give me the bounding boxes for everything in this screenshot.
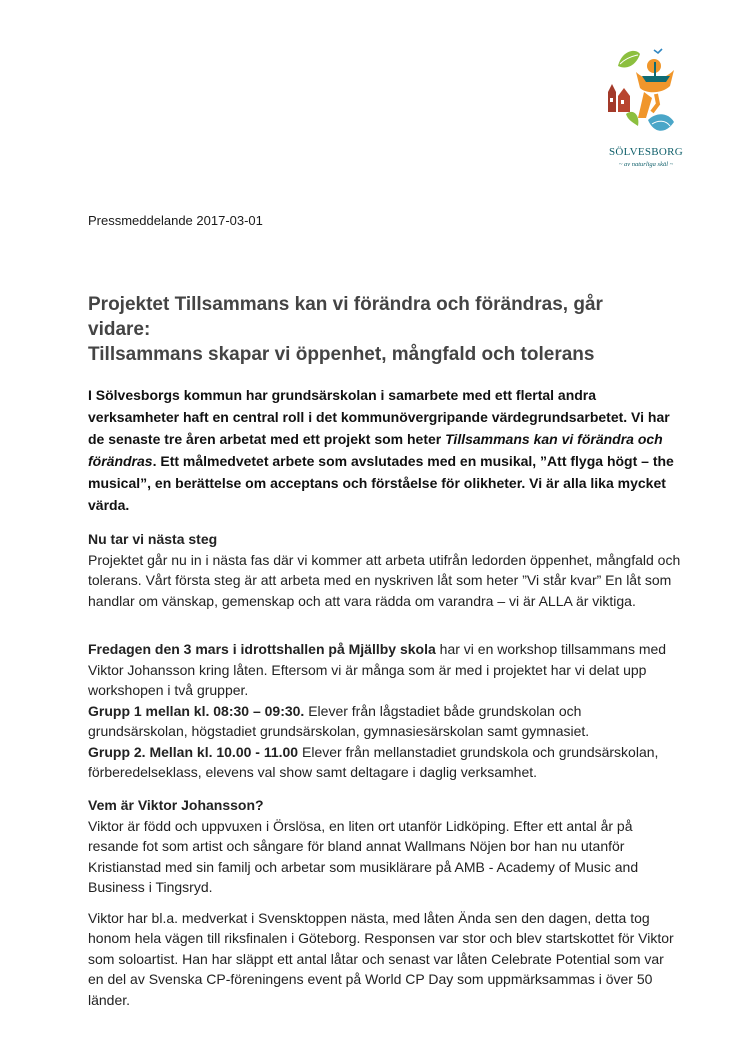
- headline: [88, 292, 668, 367]
- workshop-text: har vi en workshop tillsammans med Viktor Johansson kring låten. Eftersom vi är många som är med i projektet har vi delat upp workshopen i två grupper.: [88, 641, 667, 698]
- municipality-emblem-icon: [596, 42, 696, 146]
- group-1-time: Grupp 1 mellan kl. 08:30 – 09:30.: [88, 702, 305, 719]
- group-2-text: Elever från mellanstadiet grundskola och grundsärskolan, förberedelseklass, elevens val show samt deltagare i daglig verksamhet.: [88, 743, 659, 780]
- lead-text-1: I Sölvesborgs kommun har grundsärskolan i samarbete med ett flertal andra verksamheter haft en central roll i det kommunövergripande värdegrundsarbetet. Vi har de senaste tre åren arbetat med ett projekt som heter: [88, 387, 670, 447]
- lead-paragraph: [88, 384, 678, 516]
- headline-line-2: Tillsammans skapar vi öppenhet, mångfald och tolerans: [88, 344, 595, 365]
- workshop-date: Fredagen den 3 mars i idrottshallen på Mjällby skola: [88, 641, 436, 657]
- section-about-viktor: [88, 795, 683, 1010]
- logo-tagline: ~ av naturliga skäl ~: [618, 161, 674, 168]
- group-2-time: Grupp 2. Mellan kl. 10.00 - 11.00: [88, 743, 299, 760]
- lead-text-2: . Ett målmedvetet arbete som avslutades med en musikal, ”Att flyga högt – the musical”, en berättelse om acceptans och förståelse för olikheter. Vi är alla lika mycket värda.: [88, 453, 674, 513]
- press-release-date: Pressmeddelande 2017-03-01: [88, 213, 263, 228]
- section-next-step: [88, 529, 683, 611]
- section-title: Nu tar vi nästa steg: [88, 531, 218, 547]
- section-paragraph: Projektet går nu in i nästa fas där vi kommer att arbeta utifrån ledorden öppenhet, mångfald och tolerans. Vårt första steg är att arbeta med en nyskriven låt som heter ”Vi står kvar” En låt som handlar om vänskap, gemenskap och att vara rädda om varandra – vi är ALLA är viktiga.: [88, 551, 681, 609]
- section-workshop: [88, 639, 683, 783]
- about-paragraph-1: Viktor är född och uppvuxen i Örslösa, en liten ort utanför Lidköping. Efter ett antal år på resande fot som artist och sångare för bland annat Wallmans Nöjen bor han nu utanför Kristianstad med sin familj och arbetar som musiklärare på AMB - Academy of Music and Business i Tingsryd.: [88, 817, 639, 895]
- headline-line-1: Projektet Tillsammans kan vi förändra och förändras, går vidare:: [88, 294, 603, 340]
- section-title: Vem är Viktor Johansson?: [88, 797, 264, 813]
- workshop-paragraph: [88, 639, 683, 783]
- about-paragraph-2: Viktor har bl.a. medverkat i Svensktoppen nästa, med låten Ända sen den dagen, detta tog honom hela vägen till riksfinalen i Göteborg. Responsen var stor och blev startskottet för Viktor som soloartist. Han har släppt ett antal låtar och senast var låten Celebrate Potential som var en del av Svenska CP-föreningens event på World CP Day som uppmärksammas i över 50 länder.: [88, 909, 674, 1008]
- logo-name: SÖLVESBORG: [608, 146, 684, 158]
- group-1-text: Elever från lågstadiet både grundskolan och grundsärskolan, högstadiet grundsärskolan, gymnasiesärskolan samt gymnasiet.: [88, 702, 590, 739]
- solvesborg-logo: [596, 42, 696, 172]
- lead-project-name: Tillsammans kan vi förändra och förändras: [88, 431, 663, 469]
